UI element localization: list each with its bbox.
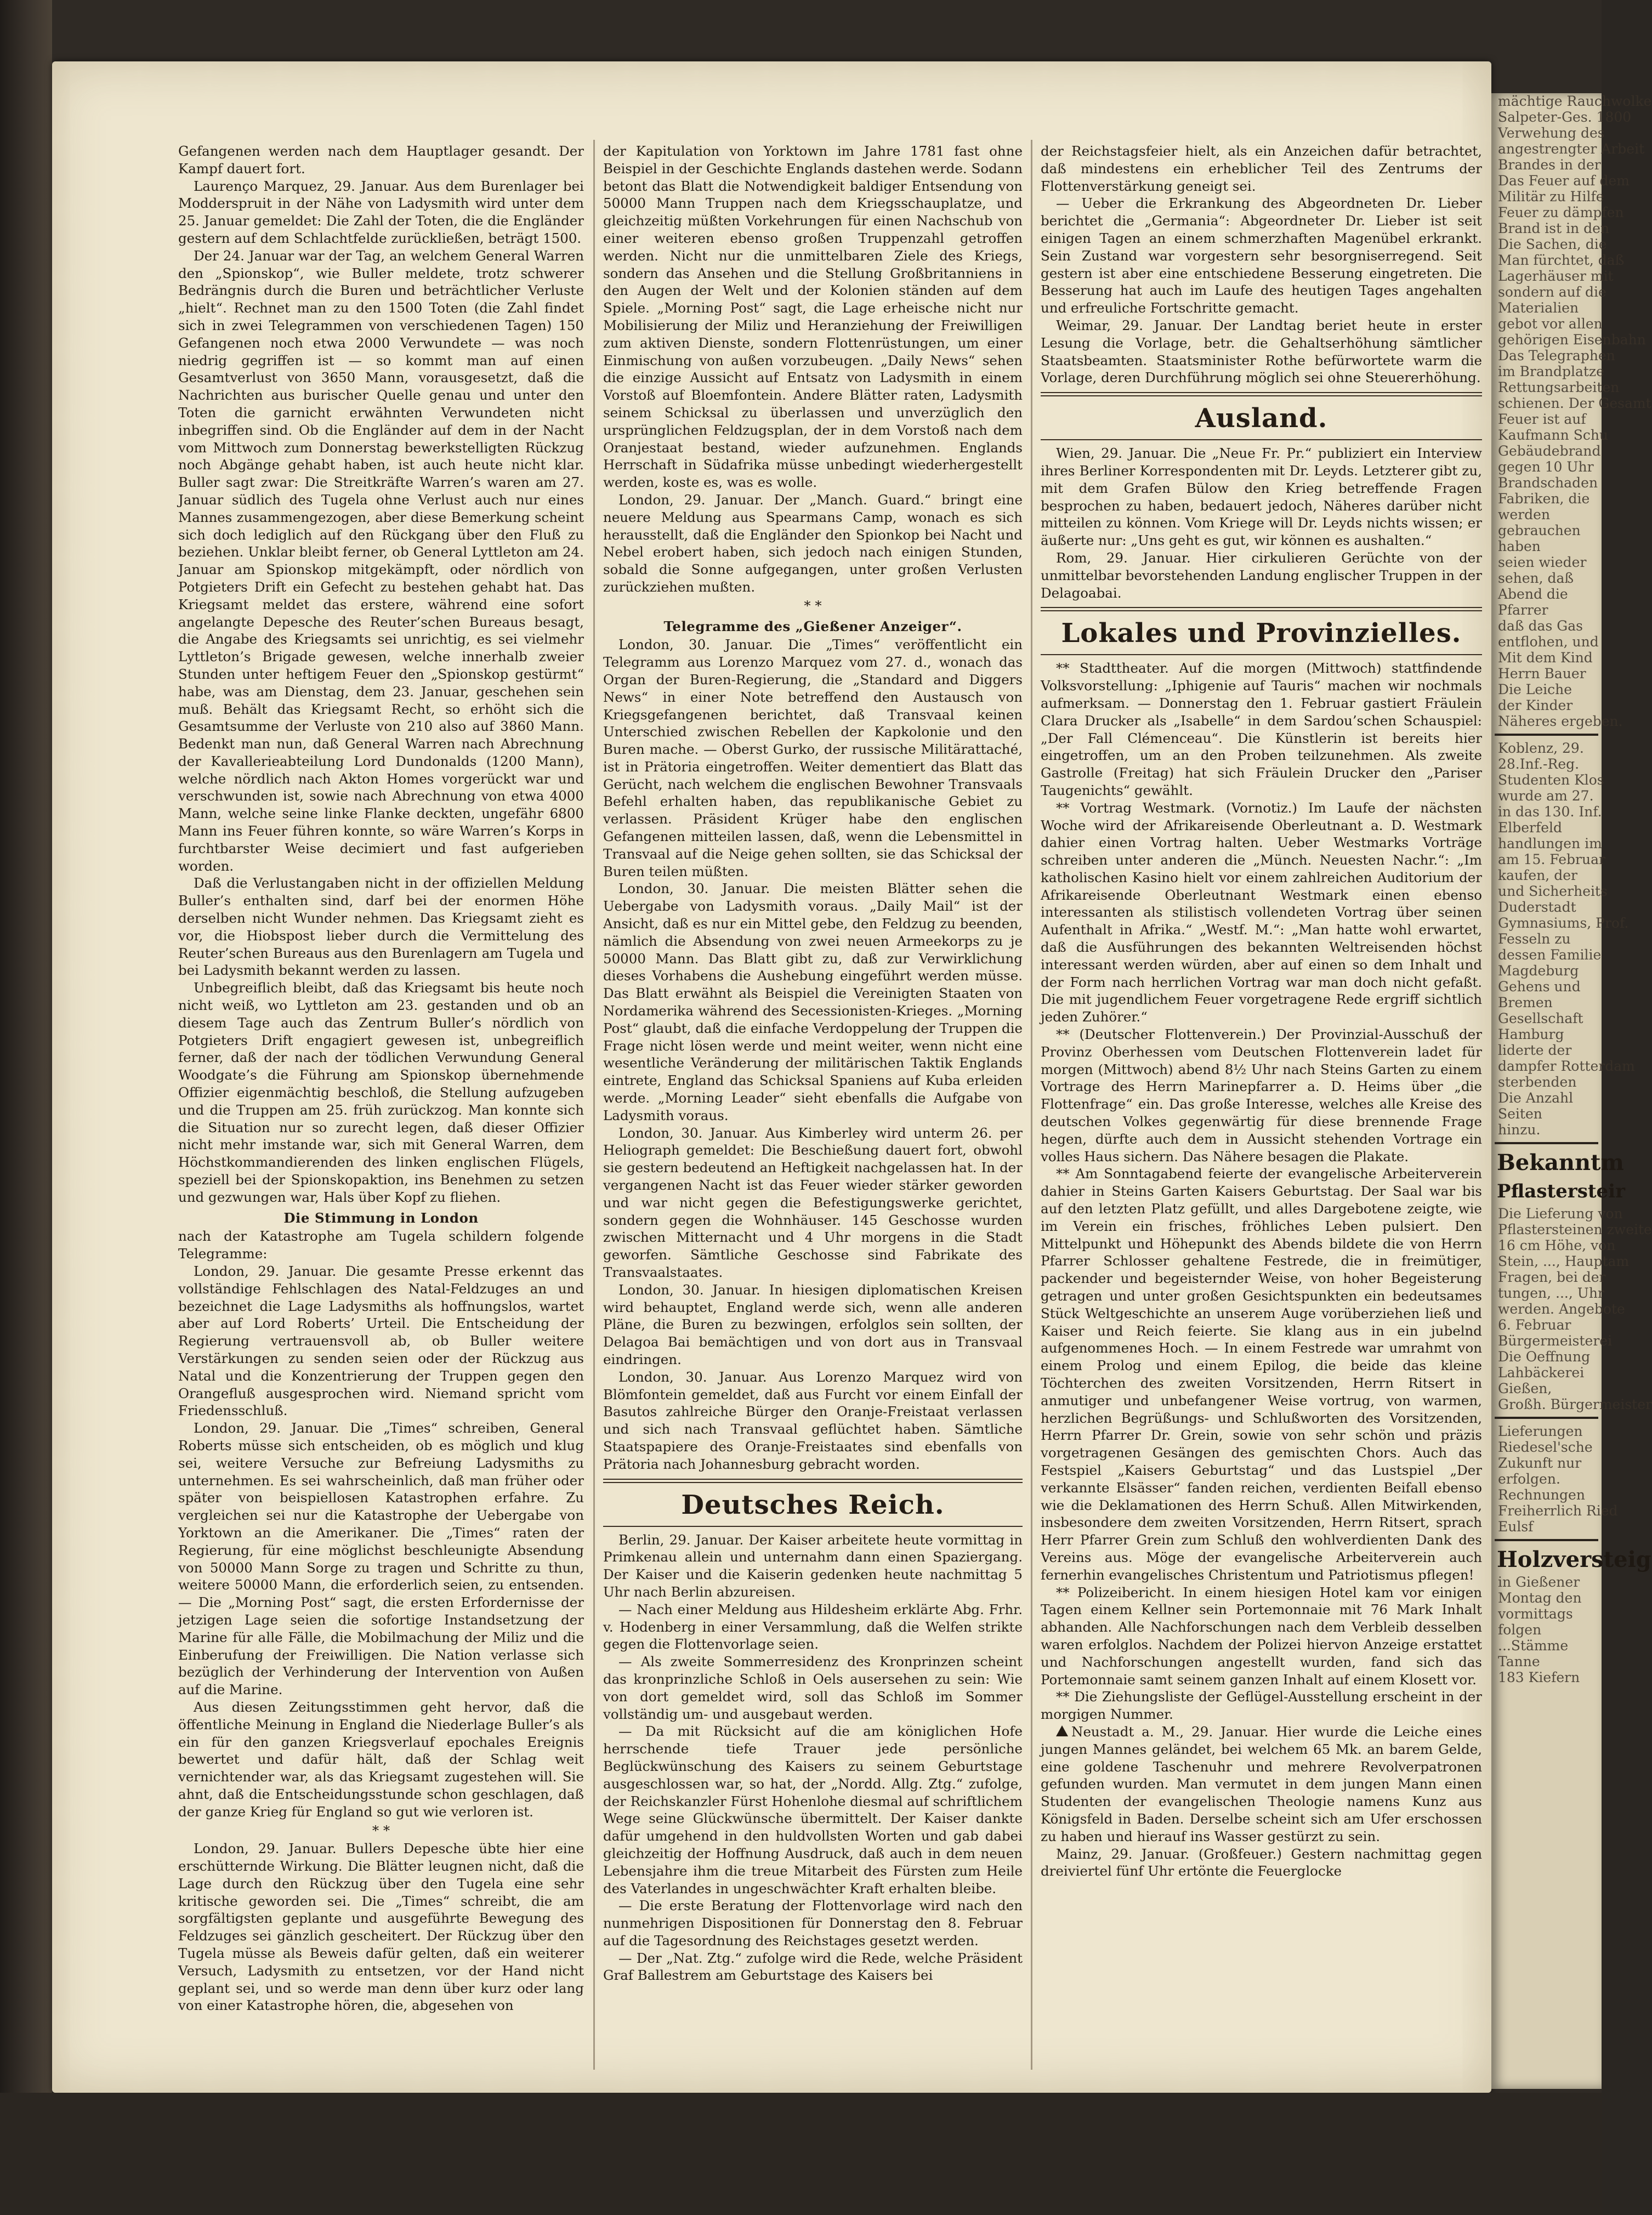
adjacent-page-line: gebrauchen [1498, 522, 1581, 538]
adjacent-page-line: Die Sachen, die [1498, 236, 1607, 252]
article-paragraph: nach der Katastrophe am Tugela schildern folgende Telegramme: [178, 1228, 584, 1262]
adjacent-page-line: in das 130. Inf. [1498, 804, 1602, 820]
adjacent-page-line: Lagerhäuser mit [1498, 268, 1614, 284]
adjacent-page-line: Das Telegraphen [1498, 348, 1615, 364]
separator-asterisks: * * [804, 597, 822, 614]
adjacent-page-line: gebot vor allen [1498, 316, 1603, 332]
article-paragraph: — Als zweite Sommerresidenz des Kronprinzen scheint das kronprinzliche Schloß in Oels ausersehen zu sein: Wie von dort gemeldet wird, soll das Schloß im Sommer vollständig um- und ausgebaut werden. [603, 1654, 1023, 1722]
article-paragraph: — Der „Nat. Ztg.“ zufolge wird die Rede, welche Präsident Graf Ballestrem am Geburtstage des Kaisers bei [603, 1950, 1023, 1984]
article-paragraph: — Da mit Rücksicht auf die am königlichen Hofe herrschende tiefe Trauer jede persönliche Beglückwünschung des Kaisers zu seinem Geburtstage ausgeschlossen war, so hat, der „Nordd. Allg. Ztg.“ zufolge, der Reichskanzler Fürst Hohenlohe diesmal auf schriftlichem Wege seine Glückwünsche übermittelt. Der Kaiser dankte dafür umgehend in den huldvollsten Worten und gab dabei gleichzeitig der Hoffnung Ausdruck, daß auch in dem neuen Lebensjahre ihm die treue Mitarbeit des Fürsten zum Heile des Vaterlandes in ungeschwächter Kraft erhalten bleibe. [603, 1723, 1023, 1896]
adjacent-page-line: ...Stämme [1498, 1638, 1569, 1654]
adjacent-page-line: Magdeburg [1498, 963, 1579, 979]
adjacent-page-line: Gehens und [1498, 979, 1581, 995]
adjacent-page-text-mid [1491, 740, 1635, 1138]
adjacent-page-line: Fesseln zu [1498, 931, 1571, 947]
article-paragraph: ** Polizeibericht. In einem hiesigen Hotel kam vor einigen Tagen einem Kellner sein Portemonnaie mit 76 Mark Inhalt abhanden. Alle Nachforschungen nach dem Verbleib desselben waren erfolglos. Nachdem der Polizei hiervon Anzeige erstattet und Nachforschungen angestellt wurden, fand sich das Portemonnaie samt seinem ganzen Inhalt auf einem Klosett vor. [1041, 1584, 1482, 1688]
section-heading: Deutsches Reich. [681, 1489, 945, 1520]
adjacent-page-line: haben [1498, 538, 1541, 554]
article-paragraph: der Reichstagsfeier hielt, als ein Anzeichen dafür betrachtet, daß mindestens ein erheblicher Teil des Zentrums der Flottenverstärkung geneigt sei. [1041, 143, 1482, 194]
adjacent-page-line: Brandschaden [1498, 475, 1598, 491]
adjacent-page-line: Militär zu Hilfe [1498, 189, 1604, 205]
adjacent-page-line: Rechnungen [1498, 1487, 1585, 1503]
article-paragraph: Gefangenen werden nach dem Hauptlager gesandt. Der Kampf dauert fort. [178, 143, 584, 177]
article-paragraph: — Ueber die Erkrankung des Abgeordneten Dr. Lieber berichtet die „Germania“: Abgeordneter Dr. Lieber ist seit einigen Tagen an einem schmerzhaften Magenübel erkrankt. Sein Zustand war vorgestern sehr besorgniserregend. Seit gestern ist aber eine entschiedene Besserung eingetreten. Die Besserung hat auch im Laufe des heutigen Tages angehalten und erfreuliche Fortschritte gemacht. [1041, 195, 1482, 316]
adjacent-page-line: Die Leiche [1498, 681, 1572, 697]
binding-edge [0, 0, 52, 2215]
adjacent-page-line: daß das Gas [1498, 618, 1583, 634]
adjacent-page-line: mächtige Rauchwolke [1498, 93, 1652, 109]
paragraph-text: Neustadt a. M., 29. Januar. Hier wurde die Leiche eines jungen Mannes geländet, bei welchem 65 Mk. an barem Gelde, eine goldene Taschenuhr und mehrere Revolverpatronen gefunden wurden. Man vermutet in dem jungen Mann einen Studenten der evangelischen Theologie namens Kunz aus Königsfeld in Baden. Derselbe scheint sich am Ufer erschossen zu haben und hierauf ins Wasser gestürzt zu sein. [1041, 1723, 1482, 1844]
article-paragraph: London, 30. Januar. Die meisten Blätter sehen die Uebergabe von Ladysmith voraus. „Daily Mail“ ist der Ansicht, daß es nur ein Mittel gebe, den Feldzug zu beenden, nämlich die Absendung von zwei neuen Armeekorps zu je 50000 Mann. Das Blatt gibt zu, daß zur Verwirklichung dieses Vorhabens die Aushebung eingeführt werden müsse. Das Blatt erwähnt als Beispiel die Vereinigten Staaten von Nordamerika während des Secessionisten-Krieges. „Morning Post“ glaubt, daß die einfache Verdoppelung der Truppen die Frage nicht lösen werde und meint weiter, wenn nicht eine wesentliche Veränderung der militärischen Taktik Englands eintrete, England das Schicksal Spaniens auf Kuba erleiden werde. „Morning Leader“ sieht ebenfalls die Aufgabe von Ladysmith voraus. [603, 881, 1023, 1123]
article-paragraph: Laurenço Marquez, 29. Januar. Aus dem Burenlager bei Modderspruit in der Nähe von Ladysmith wird unter dem 25. Januar gemeldet: Die Zahl der Toten, die die Engländer gestern auf dem Schlachtfelde zurückließen, beträgt 1500. [178, 178, 584, 246]
adjacent-page-line: Seiten [1498, 1106, 1542, 1122]
announcement-heading: Bekanntm [1497, 1150, 1624, 1175]
divider-rule [1495, 1539, 1598, 1541]
triangle-icon [1056, 1725, 1068, 1736]
adjacent-page-line: dessen Familie [1498, 947, 1602, 963]
article-paragraph: Wien, 29. Januar. Die „Neue Fr. Pr.“ publiziert ein Interview ihres Berliner Korrespondenten mit Dr. Leyds. Letzterer gibt zu, mit dem Grafen Bülow den Krieg betreffende Fragen besprochen zu haben, bedauert jedoch, Näheres darüber nicht mitteilen zu können. Vom Kriege will Dr. Leyds nichts wissen; er äußerte nur: „Uns geht es gut, wir können es aushalten.“ [1041, 445, 1482, 549]
adjacent-page-line: Verwehung des [1498, 125, 1605, 141]
adjacent-page-line: Man fürchtet, daß [1498, 252, 1625, 268]
adjacent-page-line: Tanne [1498, 1654, 1540, 1669]
adjacent-page-line: Pfarrer [1498, 602, 1548, 618]
adjacent-page-line: Elberfeld [1498, 820, 1563, 836]
adjacent-page-text-top [1491, 93, 1652, 729]
article-paragraph: Aus diesen Zeitungsstimmen geht hervor, daß die öffentliche Meinung in England die Niederlage Buller’s als ein für den ganzen Kriegsverlauf epochales Ereignis bewertet und dafür hält, daß der Schlag weit vernichtender war, als das Kriegsamt zugestehen will. Sie ahnt, daß die Entscheidungsstunde schon geschlagen, daß der ganze Krieg für England so gut wie verloren ist. [178, 1699, 584, 1820]
adjacent-page-line: gegen 10 Uhr [1498, 459, 1594, 475]
adjacent-page-line: Stein, ..., Hauptam [1498, 1253, 1630, 1269]
column-2 [603, 143, 1023, 1984]
article-paragraph: — Nach einer Meldung aus Hildesheim erklärte Abg. Frhr. v. Hodenberg in einer Versammlung, daß die Welfen strikte gegen die Flottenvorlage seien. [603, 1601, 1023, 1652]
adjacent-page-line: wurde am 27. [1498, 788, 1594, 804]
adjacent-page-line: sterbenden [1498, 1074, 1577, 1090]
section-rule [1041, 439, 1482, 440]
article-paragraph: London, 30. Januar. In hiesigen diplomatischen Kreisen wird behauptet, England werde sich, wenn alle anderen Pläne, die Buren zu bezwingen, erfolglos sein sollten, der Delagoa Bai bemächtigen und von dort aus in Transvaal eindringen. [603, 1281, 1023, 1367]
adjacent-page-line: vormittags [1498, 1606, 1573, 1622]
adjacent-page-line: Brandes in der [1498, 157, 1601, 173]
article-paragraph: London, 30. Januar. Aus Kimberley wird unterm 26. per Heliograph gemeldet: Die Beschießung dauert fort, obwohl sie gestern bedeutend an Heftigkeit nachgelassen hat. In der vergangenen Nacht ist das Feuer wieder stärker geworden und war nicht gegen die Befestigungswerke gerichtet, sondern gegen die Wohnhäuser. 145 Geschosse wurden zwischen Mitternacht und 4 Uhr morgens in die Stadt geworfen. Sämtliche Geschosse sind Fabrikate des Transvaalstaates. [603, 1124, 1023, 1280]
adjacent-page-line: 6. Februar [1498, 1317, 1571, 1333]
adjacent-page-line: erfolgen. [1498, 1471, 1560, 1487]
notice-body [1491, 1423, 1618, 1535]
adjacent-page-line: tungen, ..., Uhr [1498, 1285, 1604, 1301]
adjacent-page-line: im Brandplatze [1498, 364, 1604, 379]
adjacent-page-line: schienen. Der Gesamt [1498, 395, 1651, 411]
separator-asterisks: * * [372, 1822, 390, 1838]
column-divider-2 [1031, 140, 1032, 2070]
adjacent-page-line: Herrn Bauer [1498, 666, 1586, 681]
adjacent-page-line: Gießen, [1498, 1381, 1552, 1396]
adjacent-page-line: Feuer ist auf [1498, 411, 1586, 427]
adjacent-page-line: dampfer Rotterdam [1498, 1058, 1635, 1074]
article-paragraph: ** Vortrag Westmark. (Vornotiz.) Im Laufe der nächsten Woche wird der Afrikareisende Oberleutnant a. D. Westmark dahier einen Vortrag halten. Ueber Westmarks Vorträge schreiben unter anderen die „Münch. Neuesten Nachr.“: „Im katholischen Kasino hielt vor einem zahlreichen Auditorium der Afrikareisende Oberleutnant Westmark einen ebenso interessanten als stilistisch vollendeten Vortrag über seinen Aufenthalt in Afrika.“ „Westf. M.“: „Man hatte wohl erwartet, daß die Ausführungen des bekannten Weltreisenden höchst interessant werden würden, aber auf einen so dem Inhalt und der Form nach herrlichen Vortrag war man doch nicht gefaßt. Die mit jugendlichem Feuer vorgetragene Rede ergriff sichtlich jeden Zuhörer.“ [1041, 799, 1482, 1025]
adjacent-page-line: Salpeter-Ges. 1800 [1498, 109, 1632, 125]
adjacent-page-line: Koblenz, 29. [1498, 740, 1584, 756]
adjacent-page-line: in Gießener [1498, 1574, 1580, 1590]
adjacent-page-line: 183 Kiefern [1498, 1669, 1580, 1685]
section-heading: Ausland. [1195, 403, 1328, 434]
adjacent-page-line: Kaufmann Schu [1498, 427, 1609, 443]
adjacent-page-line: Materialien [1498, 300, 1579, 316]
article-paragraph: London, 30. Januar. Die „Times“ veröffentlicht ein Telegramm aus Lorenzo Marquez vom 27. d., wonach das Organ der Buren-Regierung, die „Standard and Diggers News“ in einer Note betreffend den Austausch von Kriegsgefangenen berichtet, daß Transvaal keinen Unterschied zwischen Rebellen der Kapkolonie und den Buren mache. — Oberst Gurko, der russische Militärattaché, ist in Prätoria eingetroffen. Weiter dementiert das Blatt das Gerücht, nach welchem die englischen Bewohner Transvaals Befehl erhalten haben, das republikanische Gebiet zu verlassen. Präsident Krüger habe den englischen Gefangenen mitteilen lassen, daß, wenn die Lebensmittel in Transvaal auf die Neige gehen sollten, sie das Schicksal der Buren teilen müßten. [603, 637, 1023, 879]
adjacent-page-line: Studenten Klos [1498, 772, 1604, 788]
adjacent-page-line: folgen [1498, 1622, 1542, 1638]
adjacent-page-line: Montag den [1498, 1590, 1582, 1606]
adjacent-page-line: Brand ist in den [1498, 220, 1610, 236]
article-paragraph: Rom, 29. Januar. Hier cirkulieren Gerüchte von der unmittelbar bevorstehenden Landung englischer Truppen in der Delagoabai. [1041, 549, 1482, 601]
adjacent-page-line: Das Feuer auf dem [1498, 173, 1630, 189]
adjacent-page-line: Gebäudebrand [1498, 443, 1601, 459]
adjacent-page-line: seien wieder [1498, 554, 1587, 570]
section-heading: Lokales und Provinzielles. [1061, 618, 1462, 649]
column-divider-1 [593, 140, 595, 2070]
article-paragraph: Unbegreiflich bleibt, daß das Kriegsamt bis heute noch nicht weiß, wo Lyttleton am 23. gestanden und ob an diesem Tage auch das Zentrum Buller’s nördlich von Potgieters Drift engagiert gewesen ist, unbegreiflich ferner, daß der nach der tödlichen Verwundung General Woodgate’s die Führung am Spionskop übernehmende Offizier eigenmächtig beschloß, die Stellung aufzugeben und die Truppen am 25. früh zurückzog. Man konnte sich die Situation nur so zurecht legen, daß dieser Offizier nicht mehr imstande war, sich mit General Warren, dem Höchstkommandierenden des linken englischen Flügels, speziell bei der Spionskopaktion, ins Benehmen zu setzen und gezwungen war, Hals über Kopf zu fliehen. [178, 980, 584, 1205]
article-paragraph: ** Stadttheater. Auf die morgen (Mittwoch) stattfindende Volksvorstellung: „Iphigenie auf Tauris“ machen wir nochmals aufmerksam. — Donnerstag den 1. Februar gastiert Fräulein Clara Drucker als „Isabelle“ in dem Sardou’schen Schauspiel: „Der Fall Clémenceau“. Die Künstlerin ist bereits hier eingetroffen, um an den Proben teilzunehmen. Als zweite Gastrolle (Freitag) hat sich Fräulein Drucker den „Pariser Taugenichts“ gewählt. [1041, 660, 1482, 798]
adjacent-page-line: werden. Angebote [1498, 1301, 1625, 1317]
divider-rule [1495, 1417, 1598, 1419]
article-paragraph: London, 29. Januar. Die „Times“ schreiben, General Roberts müsse sich entscheiden, ob es möglich und klug sei, weitere Versuche zur Befreiung Ladysmiths zu unternehmen. Es sei wahrscheinlich, daß man früher oder später von beispiellosen Katastrophen erfahre. Zu vergleichen sei nur die Katastrophe der Uebergabe von Yorktown an die Amerikaner. Die „Times“ raten der Regierung, für eine möglichst beschleunigte Absendung von 50000 Mann Sorge zu tragen und Schritte zu thun, weitere 50000 Mann, die erforderlich seien, zu entsenden. — Die „Morning Post“ sagt, die ersten Erfordernisse der jetzigen Lage seien die sofortige Instandsetzung der Marine für alle Fälle, die Mobilmachung der Miliz und die Einberufung der Freiwilligen. Die Nation verlasse sich bezüglich der Verhinderung der Intervention von Außen auf die Marine. [178, 1420, 584, 1698]
auction-body [1491, 1574, 1602, 1685]
scan-bottom-margin [0, 2093, 1602, 2215]
adjacent-page-line: Pflastersteinen zweite [1498, 1222, 1652, 1237]
adjacent-page-line: hinzu. [1498, 1122, 1541, 1138]
adjacent-page-line: Gesellschaft [1498, 1010, 1583, 1026]
article-paragraph: London, 30. Januar. Aus Lorenzo Marquez wird von Blömfontein gemeldet, daß aus Furcht vor einem Einfall der Basutos zahlreiche Bürger den Oranje-Freistaat verlassen und sich nach Transvaal geflüchtet haben. Sämtliche Staatspapiere des Oranje-Freistaates sind ebenfalls von Prätoria nach Johannesburg gebracht worden. [603, 1368, 1023, 1472]
adjacent-page-line: Lieferungen [1498, 1423, 1583, 1439]
section-rule [1041, 654, 1482, 655]
subheading: Telegramme des „Gießener Anzeiger“. [663, 618, 962, 634]
article-paragraph: London, 29. Januar. Der „Manch. Guard.“ bringt eine neuere Meldung aus Spearmans Camp, wonach es sich herausstellt, daß die Engländer den Spionkop bei Nacht und Nebel erobert haben, sich jedoch nach einigen Stunden, sobald die Sonne aufgegangen, unter großen Verlusten zurückziehen mußten. [603, 491, 1023, 595]
announcement-body [1491, 1206, 1652, 1412]
adjacent-page-line: handlungen im [1498, 836, 1602, 851]
adjacent-page-line: Lahbäckerei [1498, 1365, 1585, 1381]
adjacent-page-line: Bürgermeisterei [1498, 1333, 1613, 1349]
adjacent-page-line: sehen, daß [1498, 570, 1574, 586]
adjacent-page-line: kaufen, der [1498, 867, 1577, 883]
auction-heading: Holzversteig [1497, 1547, 1651, 1572]
adjacent-page-line: Hamburg [1498, 1026, 1564, 1042]
adjacent-page-line: 16 cm Höhe, von [1498, 1237, 1616, 1253]
section-rule [603, 1479, 1023, 1483]
adjacent-page-line: und Sicherheits [1498, 883, 1608, 899]
section-rule [1041, 392, 1482, 396]
article-paragraph: London, 29. Januar. Die gesamte Presse erkennt das vollständige Fehlschlagen des Natal-Feldzuges an und bezeichnet die Lage Ladysmiths als hoffnungslos, wartet aber auf Lord Roberts’ Urteil. Die Entscheidung der Regierung vertrauensvoll ab, ob Buller weitere Verstärkungen zu senden seien oder der Rückzug aus Natal und die Konzentrierung der Truppen gegen den Orangefluß ausgesprochen wird. Niemand spricht vom Friedensschluß. [178, 1263, 584, 1419]
divider-rule [1495, 734, 1598, 736]
column-3 [1041, 143, 1482, 1880]
adjacent-page-line: Rettungsarbeiten [1498, 379, 1620, 395]
article-paragraph: ** Am Sonntagabend feierte der evangelische Arbeiterverein dahier in Steins Garten Kaisers Geburtstag. Der Saal war bis auf den letzten Platz gefüllt, und alles Dargebotene zeigte, wie im Verein ein frisches, fröhliches Leben pulsiert. Den Mittelpunkt und Höhepunkt des Abends bildete die von Herrn Pfarrer Schlosser gehaltene Festrede, die in freimütiger, packender und begeisternder Weise, von hoher Begeisterung getragen und unter großen Gesichtspunkten ein bedeutsames Stück Weltgeschichte an unserem Auge vorüberziehen ließ und Kaiser und Reich feierte. Sie klang aus in ein jubelnd aufgenommenes Hoch. — In einem Festrede war umrahmt von einem Prolog und einem Epilog, die beide das kleine Töchterchen des zweiten Vorsitzenden, Herrn Ritsert in anmutiger und unbefangener Weise vortrug, von warmen, herzlichen Begrüßungs- und Schlußworten des Vorsitzenden, Herrn Pfarrer Dr. Grein, sowie von sehr schön und präzis vorgetragenen Gesängen des gemischten Chors. Auch das Festspiel „Kaisers Geburtstag“ und das Lustspiel „Der verkannte Elsässer“ fanden reichen, verdienten Beifall ebenso wie die Deklamationen des Herrn Schuß. Allen Mitwirkenden, insbesondere dem zweiten Vorsitzenden, Herrn Ritsert, sprach Herr Pfarrer Grein zum Schluß den wohlverdienten Dank des Vereins aus. Möge der evangelische Arbeiterverein auch fernerhin evangelisches Christentum und Patriotismus pflegen! [1041, 1166, 1482, 1583]
section-rule [603, 1526, 1023, 1527]
article-paragraph: Der 24. Januar war der Tag, an welchem General Warren den „Spionskop“, wie Buller meldete, trotz schwerer Bedrängnis durch die Buren und beträchtlicher Verluste „hielt“. Rechnet man zu den 1500 Toten (die Zahl findet sich in zwei Telegrammen von verschiedenen Tagen) 150 Gefangenen noch etwa 2000 Verwundete — was noch niedrig gegriffen ist — so kommt man auf einen Gesamtverlust von 3650 Mann, vorausgesetzt, daß die Nachrichten aus burischer Quelle genau und unter den Toten die garnicht erwähnten Verwundeten nicht inbegriffen sind. Ob die Engländer auf dem in der Nacht vom Mittwoch zum Donnerstag bewerkstelligten Rückzug noch Abgänge gehabt haben, ist auch heute nicht klar. Buller sagt zwar: Die Streitkräfte Warren’s waren am 27. Januar südlich des Tugela ohne Verlust auch nur eines Mannes zusammengezogen, aber diese Bemerkung scheint sich doch lediglich auf den Rückgang über den Fluß zu beziehen. Unklar bleibt ferner, ob General Lyttleton am 24. Januar am Spionskop mitgekämpft, oder nördlich von Potgieters Drift ein Gefecht zu bestehen gehabt hat. Das Kriegsamt meldet das erstere, während eine sofort angelangte Depesche des Reuter’schen Bureaus besagt, die Angabe des Kriegsamts sei unrichtig, es sei vielmehr Lyttleton’s Brigade gewesen, welche innerhalb zweier Stunden unter heftigem Feuer den „Spionskop gestürmt“ habe, was am Dienstag, dem 23. Januar, geschehen sein muß. Behält das Kriegsamt Recht, so erhöht sich die Gesamtsumme der Verluste von 210 also auf 3860 Mann. Bedenkt man nun, daß General Warren nach Abrechnung der Kavallerieabteilung Lord Dundonalds (1200 Mann), welche nördlich nach Akton Homes vorgerückt war und verschwunden ist, sowie nach Abrechnung von etwa 4000 Mann, welche seine linke Flanke deckten, ungefähr 6800 Mann ins Feuer führen konnte, so wäre Warren’s Korps in furchtbarster Weise decimiert und fast aufgerieben worden. [178, 247, 584, 874]
subheading: Die Stimmung in London [283, 1209, 479, 1226]
adjacent-page-line: Näheres ergeben. [1498, 713, 1623, 729]
section-rule [1041, 607, 1482, 611]
adjacent-page-line: Fabriken, die [1498, 491, 1590, 507]
adjacent-page-strip [1491, 93, 1652, 2089]
adjacent-page-line: Großh. Bürgermeister [1498, 1396, 1652, 1412]
adjacent-page-line: Abend die [1498, 586, 1568, 602]
adjacent-page-line: Die Anzahl [1498, 1090, 1574, 1106]
adjacent-page-line: gehörigen Eisenbahn [1498, 332, 1646, 348]
adjacent-page-line: der Kinder [1498, 697, 1573, 713]
adjacent-page-line: Duderstadt [1498, 899, 1576, 915]
adjacent-page-line: Riedesel'sche [1498, 1439, 1593, 1455]
adjacent-page-line: am 15. Februar [1498, 851, 1605, 867]
adjacent-page-line: Gymnasiums, Prof. [1498, 915, 1629, 931]
column-1 [178, 143, 584, 2014]
article-paragraph: Weimar, 29. Januar. Der Landtag beriet heute in erster Lesung die Vorlage, betr. die Gehaltserhöhung sämtlicher Staatsbeamten. Staatsminister Rothe befürwortete warm die Vorlage, deren Durchführung möglich sei ohne Steuererhöhung. [1041, 317, 1482, 386]
adjacent-page-line: Die Lieferung von [1498, 1206, 1623, 1222]
announcement-subheading: Pflastersteir [1497, 1180, 1626, 1202]
adjacent-page-line: liderte der [1498, 1042, 1572, 1058]
adjacent-page-line: Mit dem Kind [1498, 650, 1593, 666]
adjacent-page-line: Freiherrlich Ried [1498, 1503, 1618, 1519]
article-paragraph: Berlin, 29. Januar. Der Kaiser arbeitete heute vormittag in Primkenau allein und unternahm dann einen Spaziergang. Der Kaiser und die Kaiserin gedenken heute nachmittag 5 Uhr nach Berlin abzureisen. [603, 1531, 1023, 1600]
divider-rule [1495, 1142, 1598, 1144]
article-paragraph: Daß die Verlustangaben nicht in der offiziellen Meldung Buller’s enthalten sind, darf bei der enormen Höhe derselben nicht Wunder nehmen. Das Kriegsamt zieht es vor, die Hiobspost lieber durch die Vermittelung des Reuter’schen Bureaus aus den Burenlagern am Tugela und bei Ladysmith bekannt werden zu lassen. [178, 875, 584, 979]
adjacent-page-line: Eulsf [1498, 1519, 1534, 1535]
adjacent-page-line: Zukunft nur [1498, 1455, 1582, 1471]
article-paragraph [1041, 1723, 1482, 1845]
article-paragraph: London, 29. Januar. Bullers Depesche übte hier eine erschütternde Wirkung. Die Blätter leugnen nicht, daß die Lage durch den Rückzug über den Tugela eine sehr kritische geworden sei. Die „Times“ schreibt, die am sorgfältigsten geplante und ausgeführte Bewegung des Feldzuges sei gänzlich gescheitert. Der Rückzug über den Tugela müsse als Beweis dafür gelten, daß ein weiterer Versuch, Ladysmith zu entsetzen, vor der Hand nicht geplant sei, und so werde man denn über kurz oder lang von einer Katastrophe hören, die, abgesehen von [178, 1841, 584, 2014]
adjacent-page-line: entflohen, und [1498, 634, 1599, 650]
article-paragraph: ** (Deutscher Flottenverein.) Der Provinzial-Ausschuß der Provinz Oberhessen vom Deutschen Flottenverein ladet für morgen (Mittwoch) abend 8½ Uhr nach Steins Garten zu einem Vortrage des Herrn Marinepfarrer a. D. Heims über „die Flottenfrage“ ein. Das große Interesse, welches alle Kreise des deutschen Volkes gegenwärtig für diese brennende Frage hegen, dürfte auch dem in Aussicht stehenden Vortrage ein volles Haus sichern. Das Nähere besagen die Plakate. [1041, 1026, 1482, 1165]
adjacent-page-line: Die Oeffnung [1498, 1349, 1591, 1365]
adjacent-page-line: angestrengter Arbeit [1498, 141, 1645, 157]
article-paragraph: — Die erste Beratung der Flottenvorlage wird nach den nunmehrigen Dispositionen für Donnerstag den 8. Februar auf die Tagesordnung des Reichstages gesetzt werden. [603, 1898, 1023, 1949]
article-paragraph: Mainz, 29. Januar. (Großfeuer.) Gestern nachmittag gegen dreiviertel fünf Uhr ertönte die Feuerglocke [1041, 1845, 1482, 1879]
adjacent-page-line: werden [1498, 507, 1551, 522]
adjacent-page-line: 28.Inf.-Reg. [1498, 756, 1580, 772]
adjacent-page-line: Bremen [1498, 995, 1553, 1010]
adjacent-page-line: Feuer zu dämpfen [1498, 205, 1624, 220]
article-paragraph: der Kapitulation von Yorktown im Jahre 1781 fast ohne Beispiel in der Geschichte Englands dastehen werde. Sodann betont das Blatt die Notwendigkeit baldiger Entsendung von 50000 Mann Truppen nach dem Kriegsschauplatze, und gleichzeitig müßten Vorkehrungen für einen Nachschub von einer weiteren ebenso großen Truppenzahl getroffen werden. Nicht nur die unmittelbaren Ziele des Kriegs, sondern das Ansehen und die Stellung Großbritanniens in den Augen der Welt und der Kolonien ständen auf dem Spiele. „Morning Post“ sagt, die Lage erheische nicht nur Mobilisierung der Miliz und Heranziehung der Freiwilligen zum aktiven Dienste, sondern Flottenrüstungen, um einer Einmischung von außen vorzubeugen. „Daily News“ sehen die einzige Aussicht auf Entsatz von Ladysmith in einem Vorstoß auf Bloemfontein. Andere Blätter raten, Ladysmith seinem Schicksal zu überlassen und unverzüglich den ursprünglichen Feldzugsplan, der in dem Vorstoß nach dem Oranjestaat bestand, wieder aufzunehmen. Englands Herrschaft in Südafrika müsse unbedingt wiederhergestellt werden, koste es, was es wolle. [603, 143, 1023, 491]
article-paragraph: ** Die Ziehungsliste der Geflügel-Ausstellung erscheint in der morgigen Nummer. [1041, 1689, 1482, 1723]
adjacent-page-line: Fragen, bei der [1498, 1269, 1606, 1285]
adjacent-page-line: sondern auf die [1498, 284, 1606, 300]
